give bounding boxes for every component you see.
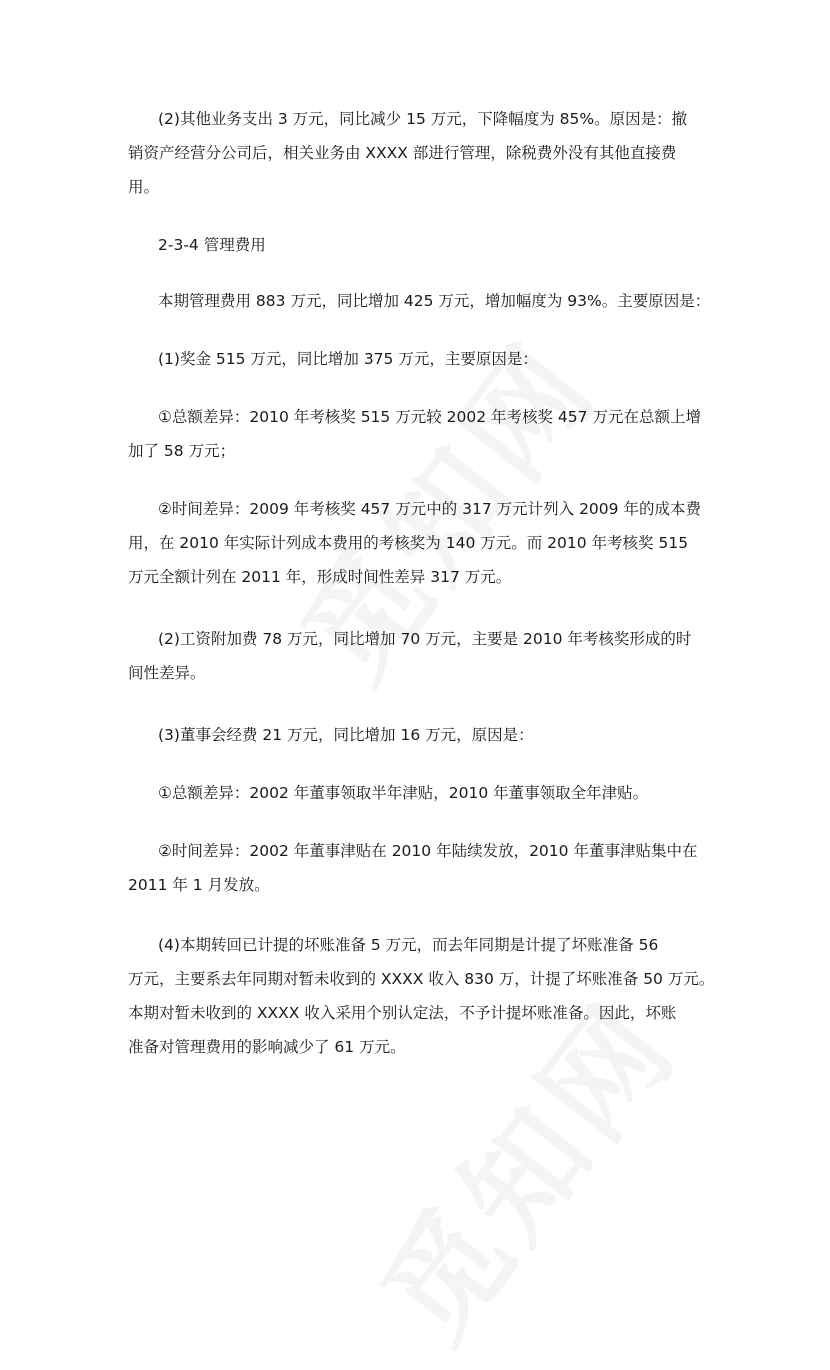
text-line: 本期管理费用 883 万元，同比增加 425 万元，增加幅度为 93%。主要原因是： xyxy=(158,292,711,310)
text-line: ①总额差异：2002 年董事领取半年津贴，2010 年董事领取全年津贴。 xyxy=(158,784,649,802)
paragraph-time-difference xyxy=(128,492,708,594)
paragraph-bad-debt-reserve xyxy=(128,928,715,1064)
text-line: (1)奖金 515 万元，同比增加 375 万元，主要原因是： xyxy=(158,350,538,368)
text-line: (4)本期转回已计提的坏账准备 5 万元，而去年同期是计提了坏账准备 56 xyxy=(158,936,659,954)
text-line: ②时间差异：2002 年董事津贴在 2010 年陆续发放，2010 年董事津贴集中在 xyxy=(158,842,698,860)
text-line: 本期对暂未收到的 XXXX 收入采用个别认定法，不予计提坏账准备。因此，坏账 xyxy=(128,1004,677,1022)
text-line: 加了 58 万元； xyxy=(128,442,236,460)
paragraph-other-business-expense xyxy=(128,102,708,204)
paragraph-bonus xyxy=(128,342,708,376)
paragraph-wage-surcharge xyxy=(128,622,708,690)
paragraph-management-expense-summary xyxy=(128,284,711,318)
text-line: ②时间差异：2009 年考核奖 457 万元中的 317 万元计列入 2009 年的成本费 xyxy=(158,500,701,518)
paragraph-board-total-difference xyxy=(128,776,708,810)
text-line: (2)工资附加费 78 万元，同比增加 70 万元，主要是 2010 年考核奖形成的时 xyxy=(158,630,692,648)
paragraph-total-difference xyxy=(128,400,708,468)
text-line: (3)董事会经费 21 万元，同比增加 16 万元，原因是： xyxy=(158,726,534,744)
text-line: 销资产经营分公司后，相关业务由 XXXX 部进行管理，除税费外没有其他直接费 xyxy=(128,144,677,162)
text-line: 2011 年 1 月发放。 xyxy=(128,876,270,894)
text-line: 万元，主要系去年同期对暂未收到的 XXXX 收入 830 万，计提了坏账准备 50 万元。 xyxy=(128,970,715,988)
section-heading xyxy=(128,228,708,262)
text-line: ①总额差异：2010 年考核奖 515 万元较 2002 年考核奖 457 万元在总额上增 xyxy=(158,408,701,426)
text-line: 用。 xyxy=(128,178,160,196)
paragraph-board-expense xyxy=(128,718,708,752)
paragraph-board-time-difference xyxy=(128,834,708,902)
text-line: 准备对管理费用的影响减少了 61 万元。 xyxy=(128,1038,406,1056)
text-line: 用，在 2010 年实际计列成本费用的考核奖为 140 万元。而 2010 年考核奖 515 xyxy=(128,534,689,552)
text-line: 万元全额计列在 2011 年，形成时间性差异 317 万元。 xyxy=(128,568,512,586)
heading-text: 2-3-4 管理费用 xyxy=(158,236,266,254)
text-line: 间性差异。 xyxy=(128,664,206,682)
text-line: (2)其他业务支出 3 万元，同比减少 15 万元，下降幅度为 85%。原因是：撤 xyxy=(158,110,688,128)
